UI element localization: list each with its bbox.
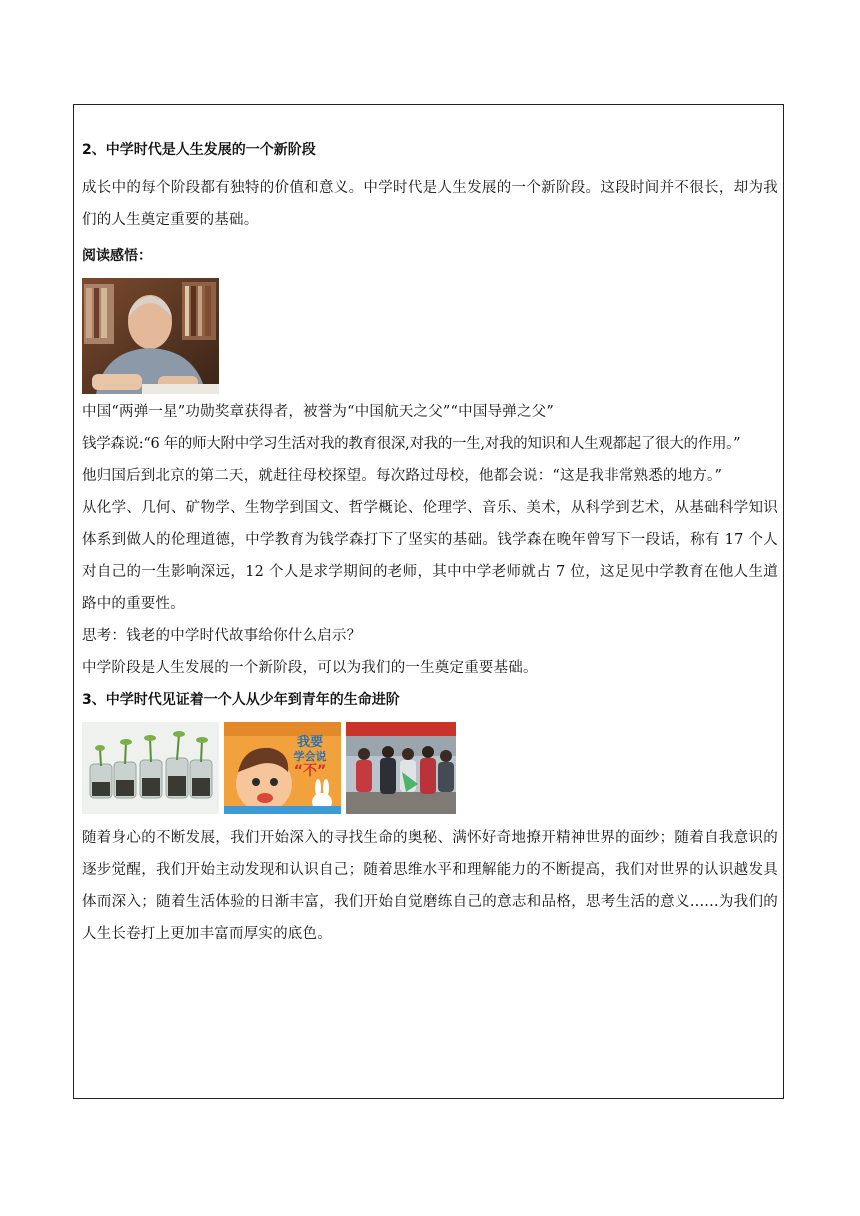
section-3-paragraph: 随着身心的不断发展，我们开始深入的寻找生命的奥秘、满怀好奇地撩开精神世界的面纱；随着自我意识的逐步觉醒，我们开始主动发现和认识自己；随着思维水平和理解能力的不断提高，我们对世界的认识越发具体而深入；随着生活体验的日渐丰富，我们开始自觉磨练自己的意志和品格，思考生活的意义......为我们的人生长卷打上更加丰富而厚实的底色。 xyxy=(82,830,778,942)
think-question: 思考：钱老的中学时代故事给你什么启示？ xyxy=(82,628,362,644)
book-cover-photo xyxy=(224,722,341,814)
qian-story: 从化学、几何、矿物学、生物学到国文、哲学概论、伦理学、音乐、美术，从科学到艺术，从基础科学知识体系到做人的伦理道德，中学教育为钱学森打下了坚实的基础。钱学森在晚年曾写下一段话，称有 17 个人对自己的一生影响深远，12 个人是求学期间的老师，其中中学老师就占 7 位，这足见中学教育在他人生道路中的重要性。 xyxy=(82,500,778,612)
document-content xyxy=(82,140,778,950)
qian-xuesen-photo xyxy=(82,278,219,394)
book-title xyxy=(282,736,338,778)
qian-quote: 钱学森说:“6 年的师大附中学习生活对我的教育很深,对我的一生,对我的知识和人生观都起了很大的作用。” xyxy=(82,436,741,452)
book-title-line-2: 学会说 xyxy=(293,750,327,763)
students-event-photo xyxy=(346,722,456,814)
reading-label: 阅读感悟： xyxy=(82,248,152,264)
qian-visit: 他归国后到北京的第二天，就赶往母校探望。每次路过母校，他都会说：“这是我非常熟悉的地方。” xyxy=(82,468,723,484)
think-answer: 中学阶段是人生发展的一个新阶段，可以为我们的一生奠定重要基础。 xyxy=(82,660,538,676)
qian-caption: 中国“两弹一星”功勋奖章获得者，被誉为“中国航天之父”“中国导弹之父” xyxy=(82,404,554,420)
seedling-jars-photo xyxy=(82,722,219,814)
section-3-heading: 3、中学时代见证着一个人从少年到青年的生命进阶 xyxy=(82,692,400,708)
section-2-heading: 2、中学时代是人生发展的一个新阶段 xyxy=(82,142,316,158)
book-title-line-1: 我要 xyxy=(296,735,323,750)
growth-photo-row xyxy=(82,722,778,814)
section-2-intro: 成长中的每个阶段都有独特的价值和意义。中学时代是人生发展的一个新阶段。这段时间并不很长，却为我们的人生奠定重要的基础。 xyxy=(82,180,778,228)
book-title-line-3: “不” xyxy=(293,763,327,779)
